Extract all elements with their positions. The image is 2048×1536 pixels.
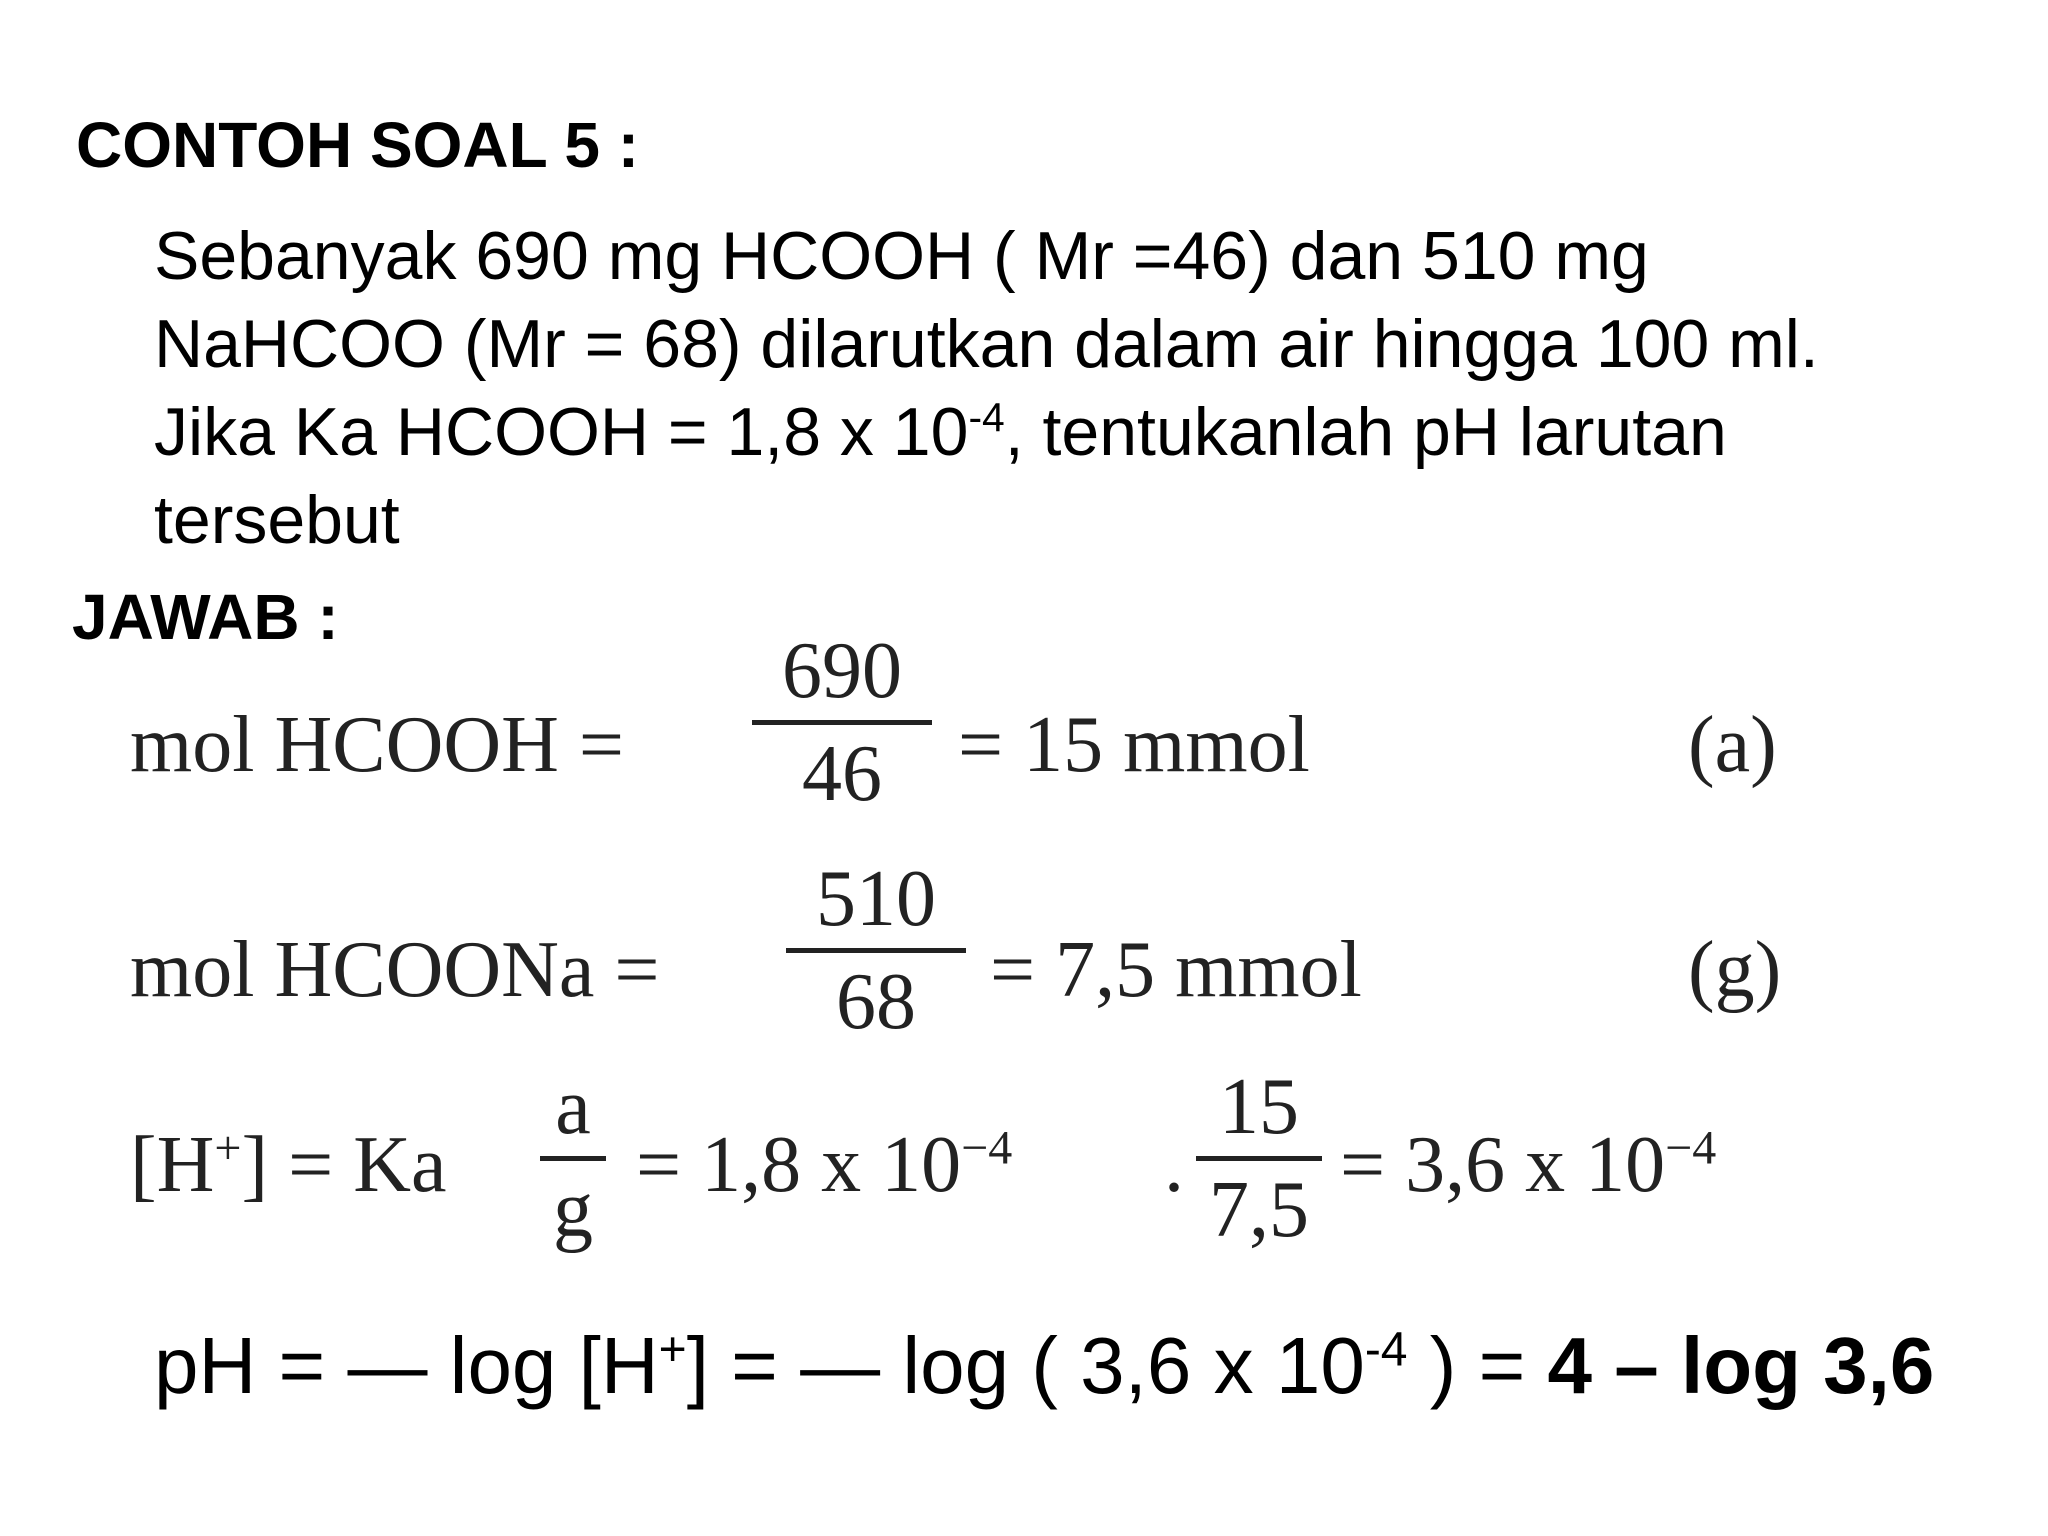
- eq1-fraction: [752, 628, 932, 817]
- eq3-right-exponent: −4: [1665, 1121, 1717, 1175]
- fraction-bar: [540, 1156, 606, 1161]
- eq3-numerator-a: a: [555, 1063, 591, 1151]
- ph-equation: [154, 1320, 1934, 1412]
- eq3-right-text: = 3,6 x 10: [1340, 1121, 1666, 1209]
- ph-h-charge: +: [658, 1323, 687, 1377]
- problem-line-1: Sebanyak 690 mg HCOOH ( Mr =46) dan 510 mg: [154, 218, 1649, 294]
- eq1-denominator: 46: [802, 730, 882, 818]
- eq3-mid: [636, 1120, 1012, 1211]
- problem-line-3-post: , tentukanlah pH larutan: [1004, 394, 1727, 470]
- ph-post: ) =: [1407, 1321, 1548, 1410]
- ka-exponent: -4: [968, 394, 1005, 441]
- eq3-mid-exponent: −4: [961, 1121, 1013, 1175]
- eq1-numerator: 690: [782, 627, 902, 715]
- eq1-right: = 15 mmol: [958, 701, 1310, 789]
- problem-line-3: [154, 388, 1819, 476]
- eq2-denominator: 68: [836, 958, 916, 1046]
- eq3-numerator-15: 15: [1219, 1063, 1299, 1151]
- answer-label: JAWAB :: [72, 581, 339, 653]
- problem-line-2: NaHCOO (Mr = 68) dilarutkan dalam air hingga 100 ml.: [154, 306, 1819, 382]
- problem-line-3-pre: Jika Ka HCOOH = 1,8 x 10: [154, 394, 969, 470]
- ph-result: 4 – log 3,6: [1547, 1321, 1935, 1410]
- eq2-right: = 7,5 mmol: [990, 926, 1362, 1014]
- eq1-left: mol HCOOH =: [130, 701, 625, 789]
- eq3-right: [1340, 1120, 1716, 1211]
- eq3-h-open: [H: [130, 1121, 215, 1209]
- eq3-h-close: ] = Ka: [241, 1121, 447, 1209]
- eq1-tag: (a): [1688, 701, 1777, 789]
- ph-mid: ] = — log ( 3,6 x 10: [686, 1321, 1365, 1410]
- eq3-mid-text: = 1,8 x 10: [636, 1121, 962, 1209]
- eq3-denominator-g: g: [553, 1166, 593, 1254]
- problem-line-4: tersebut: [154, 482, 400, 558]
- ph-pre: pH = — log [H: [154, 1321, 659, 1410]
- eq3-denominator-7-5: 7,5: [1209, 1166, 1309, 1254]
- eq3-left: [130, 1120, 447, 1211]
- eq3-fraction-ag: [540, 1064, 606, 1253]
- problem-text: [154, 212, 1819, 564]
- page-title: CONTOH SOAL 5 :: [76, 109, 640, 181]
- fraction-bar: [786, 948, 966, 953]
- fraction-bar: [752, 720, 932, 725]
- eq3-h-charge: +: [214, 1121, 242, 1175]
- fraction-bar: [1196, 1156, 1322, 1161]
- eq2-tag: (g): [1688, 926, 1782, 1014]
- eq2-fraction: [786, 856, 966, 1045]
- eq3-dot: .: [1164, 1121, 1184, 1209]
- ph-exponent: -4: [1364, 1323, 1408, 1377]
- eq2-numerator: 510: [816, 855, 936, 943]
- eq2-left: mol HCOONa =: [130, 926, 660, 1014]
- eq3-fraction-15: [1196, 1064, 1322, 1253]
